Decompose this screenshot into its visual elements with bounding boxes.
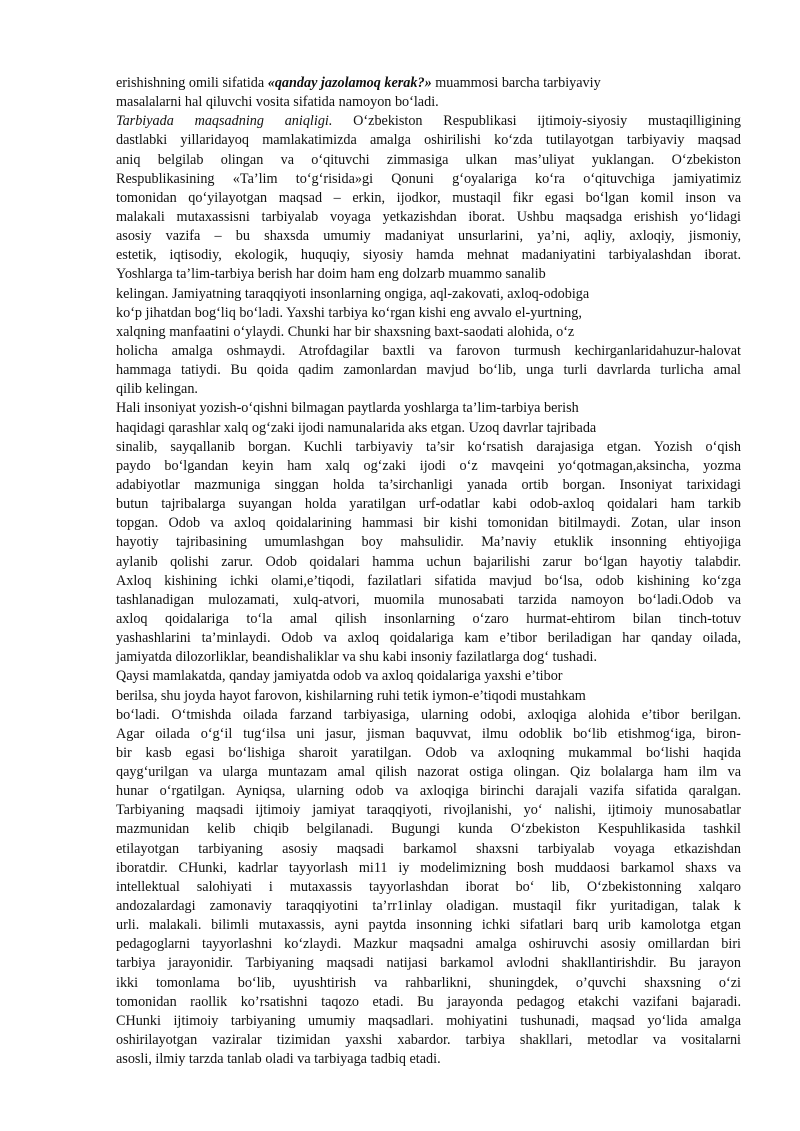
- text-run: tarbiya jarayonidir. Tarbiyaning maqsadi natijasi barkamol avlodni shakllantirishdir. Bu jarayon: [116, 955, 741, 972]
- text-line: [116, 935, 741, 954]
- text-run: adabiyotlar mazmuniga singgan holda ta’sirchanligi yanada ortib borgan. Insoniyat tarixidagi: [116, 476, 741, 493]
- text-run: Axloq kishining ichki olami,e’tiqodi, fazilatlari sifatida mavjud bo‘lsa, odob kishining ko‘zga: [116, 572, 741, 589]
- text-line: [116, 476, 741, 495]
- text-run: jamiyatda dilozorliklar, beandishaliklar va shu kabi insoniy fazilatlarga dog‘ tushadi.: [116, 649, 598, 666]
- text-run: butun tajribalarga suyangan holda yaratilgan urf-odatlar kabi odob-axloq qoidalari ham tarkib: [116, 496, 741, 513]
- text-line: [116, 533, 741, 552]
- text-run: tashlanadigan mulozamati, xulq-atvori, muomila munosabati tarzida namoyon bo‘ladi.Odob va: [116, 591, 741, 608]
- text-line: [116, 304, 741, 323]
- text-line: [116, 763, 741, 782]
- text-run: asosiy vazifa – bu shaxsda umumiy madaniyat unsurlarini, ya’ni, aqliy, axloqiy, jismoniy,: [116, 228, 741, 245]
- text-line: [116, 131, 741, 150]
- text-line: [116, 916, 741, 935]
- text-line: [116, 170, 741, 189]
- text-line: [116, 782, 741, 801]
- text-line: [116, 648, 741, 667]
- text-run: malakali mutaxassisni tarbiyalab voyaga yetkazishdan iborat. Ushbu maqsadga erishish yo‘lidagi: [116, 208, 741, 225]
- text-run: aniq belgilab olingan va o‘qituvchi zimmasiga ulkan mas’uliyat yuklangan. O‘zbekiston: [116, 151, 741, 168]
- text-run: erishishning omili sifatida: [116, 75, 268, 91]
- text-line: [116, 553, 741, 572]
- text-line: [116, 265, 741, 284]
- text-line: [116, 323, 741, 342]
- text-run: hayotiy tajribasining umumlashgan boy mahsulidir. Ma’naviy etuklik insonning ehtiyojiga: [116, 534, 741, 551]
- text-run: O‘zbekiston Respublikasi ijtimoiy-siyosiy mustaqilligining: [332, 113, 741, 130]
- text-line: [116, 629, 741, 648]
- text-run: asosli, ilmiy tarzda tanlab oladi va tarbiyaga tadbiq etadi.: [116, 1051, 441, 1068]
- text-run: xalqning manfaatini o‘ylaydi. Chunki har bir shaxsning baxt-saodati alohida, o‘z: [116, 323, 575, 340]
- text-line: [116, 1012, 741, 1031]
- text-run: Respublikasining «Ta’lim to‘g‘risida»gi Qonuni g‘oyalariga ko‘ra o‘qituvchiga jamiyatimiz: [116, 170, 741, 187]
- text-run: sinalib, sayqallanib borgan. Kuchli tarbiyaviy ta’sir ko‘rsatish darajasiga etgan. Yozish o‘qish: [116, 438, 741, 455]
- text-run: tomonidan raollik ko’rsatishni taqozo etadi. Bu jarayonda pedagog etakchi vazifani bajaradi.: [116, 993, 741, 1010]
- text-run: oshirilayotgan vaziralar tizimidan yaxshi xabardor. tarbiya shakllari, metodlar va vositalarni: [116, 1032, 741, 1049]
- text-run: hammaga tatiydi. Bu qoida qadim zamonlardan mavjud bo‘lib, unga turli davrlarda turlicha amal: [116, 362, 741, 379]
- text-line: [116, 878, 741, 897]
- text-run: holicha amalga oshmaydi. Atrofdagilar baxtli va farovon turmush kechirganlaridahuzur-halovat: [116, 342, 741, 359]
- text-run: Qaysi mamlakatda, qanday jamiyatda odob va axloq qoidalariga yaxshi e’tibor: [116, 668, 563, 685]
- text-line: [116, 93, 741, 112]
- text-run: andozalardagi zamonaviy taraqqiyotini ta’rr1inlay oladigan. mustaqil fikr yuritadigan, talak k: [116, 898, 741, 915]
- text-line: [116, 801, 741, 820]
- text-run: masalalarni hal qiluvchi vosita sifatida namoyon bo‘ladi.: [116, 94, 439, 111]
- text-run: tomonidan qo‘yilayotgan maqsad – erkin, ijodkor, mustaqil fikr egasi bo‘lgan komil inson va: [116, 189, 741, 206]
- text-line: [116, 189, 741, 208]
- text-run: bo‘ladi. O‘tmishda oilada farzand tarbiyasiga, ularning odobi, axloqiga alohida e’tibor berilgan.: [116, 706, 741, 723]
- text-line: [116, 687, 741, 706]
- text-run: topgan. Odob va axloq qoidalarining hammasi bir kishi tomonidan bitilmaydi. Zotan, ular inson: [116, 515, 741, 532]
- text-run: estetik, iqtisodiy, ekologik, huquqiy, siyosiy hamda mehnat madaniyatini tarbiyalashdan iborat.: [116, 247, 741, 264]
- text-line: [116, 457, 741, 476]
- text-line: [116, 399, 741, 418]
- text-run: hunar o‘rgatilgan. Ayniqsa, ularning odob va axloqiga birinchi darajali vazifa sifatida qaralgan.: [116, 783, 741, 800]
- text-line: [116, 208, 741, 227]
- text-line: [116, 725, 741, 744]
- text-line: [116, 974, 741, 993]
- text-line: [116, 246, 741, 265]
- text-run: aylanib qolishi zarur. Odob qoidalari hamma uchun bajarilishi zarur bo‘lgan hayotiy talabdir.: [116, 553, 741, 570]
- text-run: intellektual salohiyati i mutaxassis tayyorlashdan iborat bo‘ lib, O‘zbekistonning xalqaro: [116, 878, 741, 895]
- text-run: yashashlarini ta’minlaydi. Odob va axloq qoidalariga kam e’tibor beriladigan har qanday oilada,: [116, 630, 741, 647]
- text-line: [116, 1031, 741, 1050]
- text-run: muammosi barcha tarbiyaviy: [431, 75, 601, 91]
- text-line: [116, 820, 741, 839]
- text-run: Hali insoniyat yozish-o‘qishni bilmagan paytlarda yoshlarga ta’lim-tarbiya berish: [116, 400, 579, 417]
- text-run: paydo bo‘lgandan keyin ham xalq og‘zaki ijodi o‘z mavqeini yo‘qotmagan,aksincha, yozma: [116, 457, 741, 474]
- text-line: [116, 1050, 741, 1069]
- text-line: [116, 380, 741, 399]
- text-run: Agar oilada o‘g‘il tug‘ilsa uni jasur, jisman baquvvat, ilmu odoblik bo‘lib etishmog‘iga, biron-: [116, 725, 741, 742]
- text-run: kelingan. Jamiyatning taraqqiyoti insonlarning ongiga, aql-zakovati, axloq-odobiga: [116, 285, 590, 302]
- text-line: [116, 706, 741, 725]
- text-line: [116, 285, 741, 304]
- text-line: [116, 227, 741, 246]
- text-run: etilayotgan tarbiyaning asosiy maqsadi barkamol shaxsni tarbiyalab voyaga etkazishdan: [116, 840, 741, 857]
- text-line: [116, 151, 741, 170]
- document-page: [116, 74, 741, 1069]
- text-line: [116, 859, 741, 878]
- text-line: [116, 840, 741, 859]
- text-run: ikki tomonlama bo‘lib, uyushtirish va rahbarlikni, shuningdek, o’quvchi shaxsning o‘zi: [116, 974, 741, 991]
- text-run: qayg‘urilgan va ularga muntazam amal qilish nazorat ostiga olingan. Qiz bolalarga ham ilm va: [116, 764, 741, 781]
- text-run: berilsa, shu joyda hayot farovon, kishilarning ruhi tetik iymon-e’tiqodi mustahkam: [116, 687, 586, 704]
- text-run: bir kasb egasi bo‘lishiga sharoit yaratilgan. Odob va axloqning mukammal bo‘lishi haqida: [116, 744, 741, 761]
- text-line: [116, 74, 741, 93]
- text-line: [116, 495, 741, 514]
- text-run: Tarbiyaning maqsadi ijtimoiy jamiyat taraqqiyoti, rivojlanishi, yo‘ nalishi, ijtimoiy munosabatlar: [116, 802, 741, 819]
- text-run: ko‘p jihatdan bog‘liq bo‘ladi. Yaxshi tarbiya ko‘rgan kishi eng avvalo el-yurtning,: [116, 304, 582, 321]
- text-run: pedagoglarni tayyorlashni ko‘zlaydi. Mazkur maqsadni amalga oshiruvchi asosiy omillardan biri: [116, 936, 741, 953]
- text-run: dastlabki yillaridayoq mamlakatimizda amalga oshirilishi ko‘zda tutilayotgan tarbiyaviy maqsad: [116, 132, 741, 149]
- text-run: urli. malakali. bilimli mutaxassis, ayni paytda insonning ichki sifatlari barq urib kamolotga etgan: [116, 917, 741, 934]
- text-line: [116, 438, 741, 457]
- text-run: haqidagi qarashlar xalq og‘zaki ijodi namunalarida aks etgan. Uzoq davrlar tajribada: [116, 419, 597, 436]
- text-line: [116, 419, 741, 438]
- section-heading-inline: Tarbiyada maqsadning aniqligi.: [116, 113, 333, 130]
- text-line: [116, 744, 741, 763]
- text-line: [116, 897, 741, 916]
- text-run: qilib kelingan.: [116, 381, 198, 398]
- text-run: CHunki ijtimoiy tarbiyaning umumiy maqsadlari. mohiyatini tushunadi, maqsad yo‘lida amalga: [116, 1012, 741, 1029]
- text-run: iboratdir. CHunki, kadrlar tayyorlash mi11 iy modelimizning bosh muddaosi barkamol shaxs va: [116, 859, 741, 876]
- text-line: [116, 572, 741, 591]
- text-line: [116, 954, 741, 973]
- text-line: [116, 112, 741, 131]
- text-line: [116, 514, 741, 533]
- text-line: [116, 610, 741, 629]
- text-line: [116, 342, 741, 361]
- text-line: [116, 993, 741, 1012]
- text-line: [116, 361, 741, 380]
- text-run: mazmunidan kelib chiqib belgilanadi. Bugungi kunda O‘zbekiston Kespuhlikasida tashkil: [116, 821, 741, 838]
- text-run: axloq qoidalariga to‘la amal qilish insonlarning o‘zaro hurmat-ehtirom bilan tinch-totuv: [116, 610, 741, 627]
- text-run: Yoshlarga ta’lim-tarbiya berish har doim ham eng dolzarb muammo sanalib: [116, 266, 546, 283]
- text-line: [116, 667, 741, 686]
- text-line: [116, 591, 741, 610]
- emphasis-text: «qanday jazolamoq kerak?»: [267, 75, 432, 91]
